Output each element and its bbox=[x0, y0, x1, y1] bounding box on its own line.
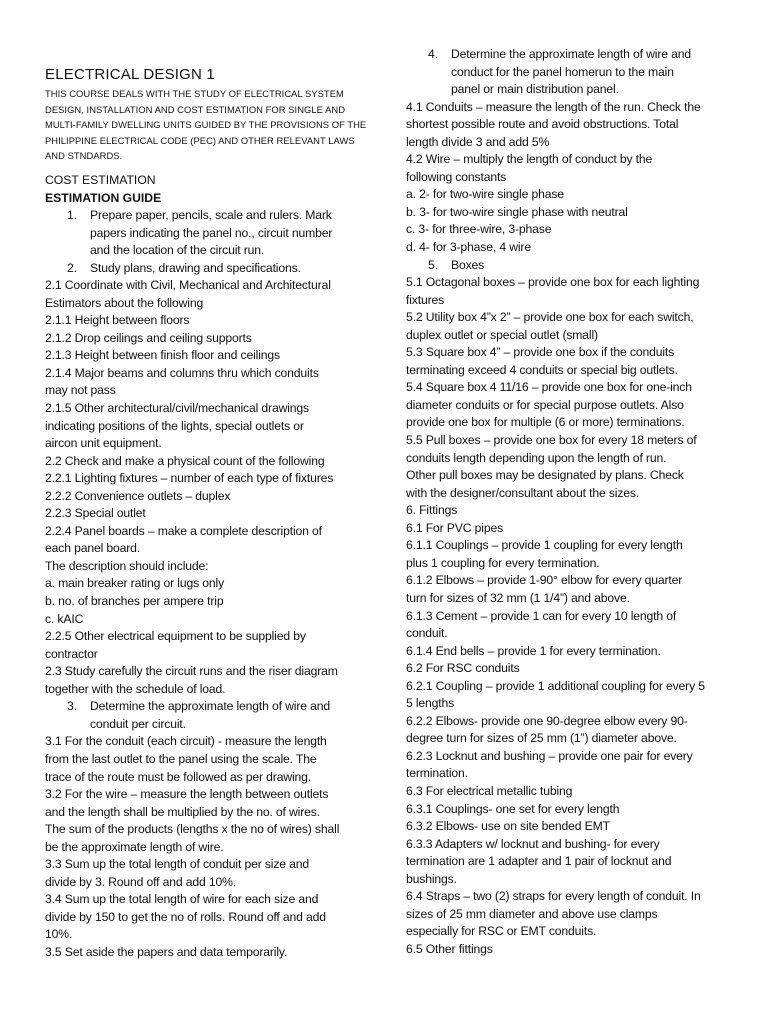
text-line: 6.3 For electrical metallic tubing bbox=[406, 783, 573, 798]
text-line: plus 1 coupling for every termination. bbox=[406, 555, 600, 570]
text-line: termination. bbox=[406, 766, 468, 781]
step-4-line: panel or main distribution panel. bbox=[451, 82, 619, 97]
text-line: provide one box for multiple (6 or more) terminations. bbox=[406, 415, 685, 430]
step-5-line: Boxes bbox=[451, 257, 485, 272]
text-line: from the last outlet to the panel using the scale. The bbox=[45, 751, 317, 766]
text-line: with the designer/consultant about the sizes. bbox=[406, 485, 640, 500]
text-line: 2.1.4 Major beams and columns thru which conduits bbox=[45, 365, 319, 380]
text-line: 4.1 Conduits – measure the length of the run. Check the bbox=[406, 99, 701, 114]
document-title: ELECTRICAL DESIGN 1 bbox=[45, 66, 215, 83]
step-5-number: 5. bbox=[428, 257, 439, 272]
text-line: Estimators about the following bbox=[45, 295, 204, 310]
estimation-guide-heading: ESTIMATION GUIDE bbox=[45, 190, 162, 205]
text-line: 2.1.5 Other architectural/civil/mechanical drawings bbox=[45, 401, 309, 416]
text-line: and the length shall be multiplied by the no. of wires. bbox=[45, 804, 320, 819]
step-4-number: 4. bbox=[428, 47, 439, 61]
step-1-line: papers indicating the panel no., circuit number bbox=[90, 225, 333, 240]
text-line: 5.2 Utility box 4”x 2” – provide one box for each switch, bbox=[406, 310, 694, 325]
text-line: 3.3 Sum up the total length of conduit per size and bbox=[45, 857, 310, 872]
text-line: 2.2 Check and make a physical count of the following bbox=[45, 453, 325, 468]
text-line: aircon unit equipment. bbox=[45, 436, 162, 451]
right-column bbox=[406, 46, 746, 958]
text-line: c. kAIC bbox=[45, 611, 84, 626]
text-line: 6.2 For RSC conduits bbox=[406, 661, 520, 676]
text-line: 6.1.4 End bells – provide 1 for every termination. bbox=[406, 643, 661, 658]
text-line: 2.1.2 Drop ceilings and ceiling supports bbox=[45, 330, 252, 345]
text-line: 3.5 Set aside the papers and data temporarily. bbox=[45, 944, 288, 959]
text-line: 6.3.2 Elbows- use on site bended EMT bbox=[406, 819, 610, 834]
text-line: termination are 1 adapter and 1 pair of locknut and bbox=[406, 854, 672, 869]
text-line: turn for sizes of 32 mm (1 1/4”) and above. bbox=[406, 590, 630, 605]
text-line: 5.5 Pull boxes – provide one box for every 18 meters of bbox=[406, 433, 697, 448]
text-line: 3.1 For the conduit (each circuit) - measure the length bbox=[45, 734, 327, 749]
intro-line: AND STNDARDS. bbox=[45, 150, 123, 162]
text-line: 5.4 Square box 4 11/16 – provide one box for one-inch bbox=[406, 380, 692, 395]
text-line: conduit. bbox=[406, 626, 448, 641]
text-line: following constants bbox=[406, 169, 507, 184]
text-line: 6.1.3 Cement – provide 1 can for every 10 length of bbox=[406, 608, 677, 623]
text-line: d. 4- for 3-phase, 4 wire bbox=[406, 240, 531, 255]
text-line: 6.1.2 Elbows – provide 1-90° elbow for every quarter bbox=[406, 573, 683, 588]
step-4-line: conduct for the panel homerun to the main bbox=[451, 64, 674, 79]
text-line: 2.1.1 Height between floors bbox=[45, 313, 190, 328]
text-line: 3.2 For the wire – measure the length between outlets bbox=[45, 787, 329, 802]
section-3-items bbox=[45, 733, 370, 961]
text-line: degree turn for sizes of 25 mm (1”) diameter above. bbox=[406, 731, 677, 746]
text-line: divide by 3. Round off and add 10%. bbox=[45, 874, 237, 889]
text-line: 10%. bbox=[45, 927, 73, 942]
text-line: 2.1.3 Height between finish floor and ceilings bbox=[45, 348, 280, 363]
text-line: 6.2.3 Locknut and bushing – provide one pair for every bbox=[406, 748, 693, 763]
step-1-line: Prepare paper, pencils, scale and rulers. Mark bbox=[90, 208, 332, 222]
text-line: 2.2.2 Convenience outlets – duplex bbox=[45, 488, 231, 503]
text-line: 5.3 Square box 4” – provide one box if the conduits bbox=[406, 345, 675, 360]
text-line: sizes of 25 mm diameter and above use clamps bbox=[406, 906, 658, 921]
step-2-line: Study plans, drawing and specifications. bbox=[90, 260, 301, 275]
text-line: indicating positions of the lights, special outlets or bbox=[45, 418, 304, 433]
text-line: 6.5 Other fittings bbox=[406, 941, 493, 956]
section-2-items bbox=[45, 277, 370, 698]
text-line: conduits length depending upon the length of run. bbox=[406, 450, 667, 465]
course-description bbox=[45, 86, 375, 164]
text-line: c. 3- for three-wire, 3-phase bbox=[406, 222, 552, 237]
step-2 bbox=[45, 260, 370, 278]
text-line: 6.1 For PVC pipes bbox=[406, 520, 504, 535]
section-4-items bbox=[406, 99, 746, 257]
text-line: 3.4 Sum up the total length of wire for each size and bbox=[45, 892, 319, 907]
text-line: a. main breaker rating or lugs only bbox=[45, 576, 225, 591]
text-line: 6. Fittings bbox=[406, 503, 458, 518]
text-line: 6.2.2 Elbows- provide one 90-degree elbow every 90- bbox=[406, 713, 688, 728]
text-line: each panel board. bbox=[45, 541, 141, 556]
step-1-line: and the location of the circuit run. bbox=[90, 243, 265, 258]
intro-line: PHILIPPINE ELECTRICAL CODE (PEC) AND OTHER RELEVANT LAWS bbox=[45, 134, 355, 146]
text-line: may not pass bbox=[45, 383, 116, 398]
text-line: 4.2 Wire – multiply the length of conduct by the bbox=[406, 152, 653, 167]
step-1 bbox=[45, 207, 370, 260]
text-line: trace of the route must be followed as per drawing. bbox=[45, 769, 312, 784]
text-line: 2.2.4 Panel boards – make a complete description of bbox=[45, 523, 322, 538]
text-line: terminating exceed 4 conduits or special big outlets. bbox=[406, 362, 678, 377]
cost-estimation-heading: COST ESTIMATION bbox=[45, 173, 156, 187]
intro-line: THIS COURSE DEALS WITH THE STUDY OF ELECTRICAL SYSTEM bbox=[45, 88, 344, 99]
text-line: The sum of the products (lengths x the no of wires) shall bbox=[45, 822, 340, 837]
text-line: 2.1 Coordinate with Civil, Mechanical and Architectural bbox=[45, 278, 331, 293]
text-line: b. no. of branches per ampere trip bbox=[45, 594, 224, 609]
step-3-line: conduit per circuit. bbox=[90, 716, 186, 731]
text-line: 6.2.1 Coupling – provide 1 additional coupling for every 5 bbox=[406, 678, 705, 693]
text-line: shortest possible route and avoid obstructions. Total bbox=[406, 117, 679, 132]
text-line: 6.4 Straps – two (2) straps for every length of conduit. In bbox=[406, 889, 701, 904]
text-line: together with the schedule of load. bbox=[45, 681, 226, 696]
text-line: 6.1.1 Couplings – provide 1 coupling for every length bbox=[406, 538, 683, 553]
text-line: diameter conduits or for special purpose outlets. Also bbox=[406, 397, 684, 412]
text-line: 5 lengths bbox=[406, 696, 455, 711]
text-line: b. 3- for two-wire single phase with neutral bbox=[406, 204, 628, 219]
text-line: divide by 150 to get the no of rolls. Round off and add bbox=[45, 909, 326, 924]
text-line: The description should include: bbox=[45, 558, 209, 573]
section-5-6-items bbox=[406, 274, 746, 958]
text-line: duplex outlet or special outlet (small) bbox=[406, 327, 598, 342]
text-line: especially for RSC or EMT conduits. bbox=[406, 924, 597, 939]
text-line: 2.2.3 Special outlet bbox=[45, 506, 146, 521]
intro-line: DESIGN, INSTALLATION AND COST ESTIMATION FOR SINGLE AND bbox=[45, 103, 346, 115]
step-3-number: 3. bbox=[67, 699, 78, 714]
step-3-line: Determine the approximate length of wire and bbox=[90, 699, 330, 714]
step-5 bbox=[406, 257, 746, 275]
text-line: bushings. bbox=[406, 871, 457, 886]
text-line: 2.3 Study carefully the circuit runs and the riser diagram bbox=[45, 664, 338, 679]
text-line: a. 2- for two-wire single phase bbox=[406, 187, 564, 202]
text-line: 6.3.1 Couplings- one set for every length bbox=[406, 801, 620, 816]
text-line: 6.3.3 Adapters w/ locknut and bushing- for every bbox=[406, 836, 660, 851]
text-line: 2.2.1 Lighting fixtures – number of each type of fixtures bbox=[45, 471, 334, 486]
left-column bbox=[45, 172, 370, 962]
step-2-number: 2. bbox=[67, 260, 78, 275]
text-line: fixtures bbox=[406, 292, 445, 307]
text-line: contractor bbox=[45, 646, 98, 661]
step-3 bbox=[45, 698, 370, 733]
text-line: 5.1 Octagonal boxes – provide one box for each lighting bbox=[406, 275, 700, 290]
intro-line: MULTI-FAMILY DWELLING UNITS GUIDED BY THE PROVISIONS OF THE bbox=[45, 119, 367, 131]
step-4 bbox=[406, 46, 746, 99]
text-line: length divide 3 and add 5% bbox=[406, 134, 550, 149]
step-4-line: Determine the approximate length of wire and bbox=[451, 47, 691, 61]
step-1-number: 1. bbox=[67, 208, 78, 222]
text-line: Other pull boxes may be designated by plans. Check bbox=[406, 468, 684, 483]
text-line: 2.2.5 Other electrical equipment to be supplied by bbox=[45, 629, 306, 644]
text-line: be the approximate length of wire. bbox=[45, 839, 224, 854]
